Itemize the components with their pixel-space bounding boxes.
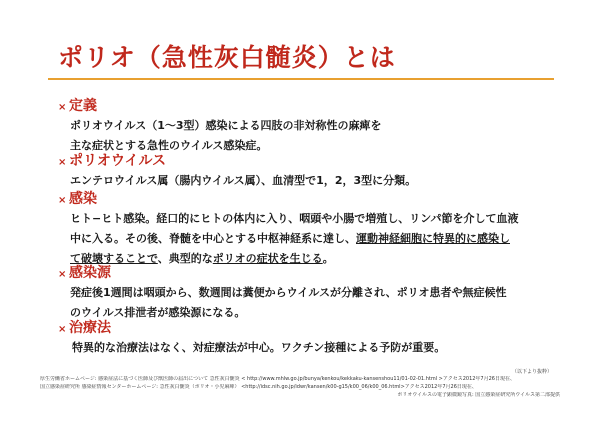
footer-credit: ポリオウイルスの電子顕微鏡写真: 国立感染症研究所ウイルス第二部提供 (397, 392, 560, 398)
footer-reference: 国立感染症研究所 感染症情報センターホームページ: 急性灰白髄炎（ポリオ・小児麻痺） <http://idsc.nih.go.jp/idwr/kansen/k00-g15/k00_06/k00_06.html>アクセス2012年7月26日現在、 (40, 384, 477, 390)
cross-bullet-icon: × (58, 324, 67, 335)
section-body (58, 171, 416, 191)
body-text-segment: 、典型的な (157, 252, 213, 265)
body-line: ポリオウイルス（1〜3型）感染による四肢の非対称性の麻痺を (70, 119, 382, 132)
underlined-text: ポリオの症状を生じる (212, 252, 323, 265)
title-divider (48, 78, 554, 80)
body-line: のウイルス排泄者が感染源になる。 (70, 306, 246, 319)
section-infection (58, 191, 518, 269)
section-heading (58, 265, 507, 283)
body-line: ヒト−ヒト感染。経口的にヒトの体内に入り、咽頭や小腸で増殖し、リンパ節を介して血液 (70, 212, 519, 225)
cross-bullet-icon: × (58, 157, 67, 168)
page-title: ポリオ（急性灰白髄炎）とは (58, 43, 396, 72)
section-poliovirus (58, 153, 416, 191)
cross-bullet-icon: × (58, 102, 67, 113)
footer-reference: 厚生労働省ホームページ: 感染症法に基づく医師及び獣医師の届出について 急性灰白髄炎 < http://www.mhlw.go.jp/bunya/kenkou/kekkaku-kansenshou11/01-02-01.html >アクセス2012年7月26日現在、 (40, 376, 515, 382)
heading-label: ポリオウイルス (69, 153, 167, 169)
body-line: 発症後1週間は咽頭から、数週間は糞便からウイルスが分離され、ポリオ患者や無症候性 (70, 286, 507, 299)
section-heading (58, 320, 445, 338)
excerpt-note: （以下より抜粋） (511, 369, 552, 375)
heading-label: 感染源 (69, 265, 111, 281)
section-heading (58, 153, 416, 171)
section-body (58, 116, 382, 156)
cross-bullet-icon: × (58, 195, 67, 206)
heading-label: 定義 (69, 98, 97, 114)
section-heading (58, 191, 518, 209)
section-body (58, 209, 518, 269)
body-line (70, 229, 518, 249)
cross-bullet-icon: × (58, 269, 67, 280)
section-body (58, 283, 507, 323)
body-line: 特異的な治療法はなく、対症療法が中心。ワクチン接種による予防が重要。 (72, 341, 446, 354)
section-infection-source (58, 265, 507, 323)
underlined-text: 運動神経細胞に特異的に感染し (356, 232, 510, 245)
heading-label: 感染 (69, 191, 97, 207)
body-line: 主な症状とする急性のウイルス感染症。 (70, 139, 268, 152)
section-body (58, 338, 445, 358)
underlined-text: て破壊することで (70, 252, 158, 265)
section-treatment (58, 320, 445, 358)
section-definition (58, 98, 382, 156)
body-line: エンテロウイルス属（腸内ウイルス属）、血清型で1，2，3型に分類。 (70, 174, 417, 187)
heading-label: 治療法 (69, 320, 111, 336)
body-text-segment: 中に入る。その後、脊髄を中心とする中枢神経系に達し、 (70, 232, 356, 245)
body-text-segment: 。 (322, 252, 334, 265)
section-heading (58, 98, 382, 116)
